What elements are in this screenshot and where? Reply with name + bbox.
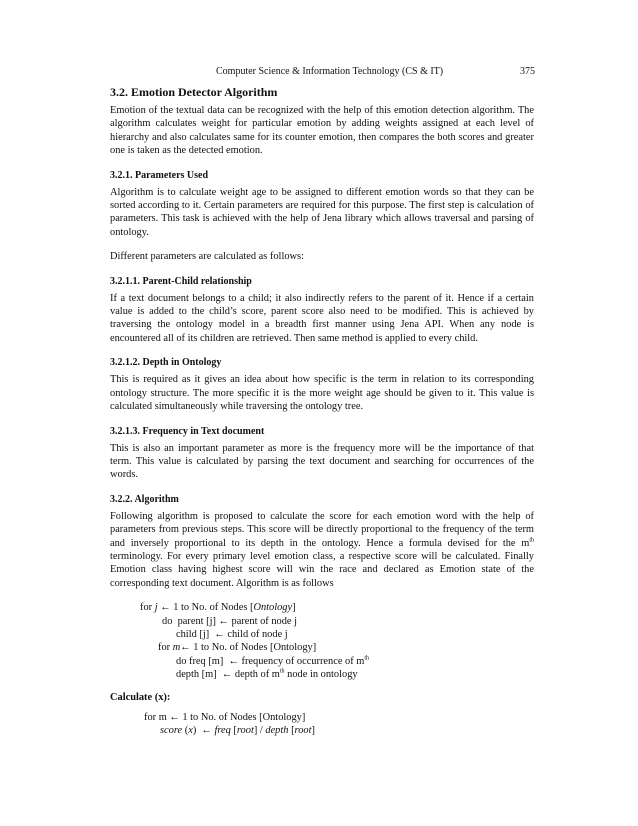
algo-line-3: child [j] ← child of node j: [176, 628, 288, 640]
calculate-heading: Calculate (x):: [110, 691, 171, 703]
calc-line-1: for m ← 1 to No. of Nodes [Ontology]: [144, 711, 306, 723]
paragraph-algorithm: Following algorithm is proposed to calculate the score for each emotion word with the help of parameters from previous steps. This score will be directly proportional to the frequency of the term and inversely proportional to its depth in the ontology. Hence a formula devised for the $m^{th}$ terminology. For every primary level emotion class, a respective score will be calculated. Finally Emotion class having highest score will win the race and declared as Emotion state of the corresponding text document. Algorithm is as follows: [110, 510, 534, 589]
journal-title: Computer Science & Information Technology (CS & IT): [216, 66, 444, 77]
algorithm-block: [110, 601, 534, 681]
section-heading-3-2-1-1: 3.2.1.1. Parent-Child relationship: [110, 275, 252, 287]
section-heading-3-2-1-2: 3.2.1.2. Depth in Ontology: [110, 357, 222, 369]
calc-line-2: score (x) ← freq [root] / depth [root]: [160, 725, 315, 736]
algo-line-2: do parent [j] ← parent of node j: [162, 615, 298, 627]
paragraph-parameters-used: Algorithm is to calculate weight age to be assigned to different emotion words so that they can be sorted according to it. Certain parameters are required for this purpose. The first step is calculation of parameters. This task is achieved with the help of Jena library which allows traversal and parsing of ontology.: [110, 186, 534, 238]
section-heading-3-2-1: 3.2.1. Parameters Used: [110, 169, 209, 181]
paragraph-frequency: This is also an important parameter as more is the frequency more will be the importance of that term. This value is calculated by parsing the text document and searching for occurrences of the words.: [110, 442, 534, 481]
section-heading-3-2: 3.2. Emotion Detector Algorithm: [110, 85, 278, 99]
algo-line-6: depth [m] ← depth of $m^{th}$ node in ontology: [176, 668, 358, 681]
paragraph-parent-child: If a text document belongs to a child; it also indirectly refers to the parent of it. Hence if a certain value is added to the child’s score, parent score also need to be modified. This is achieved by traversing the ontology model in a breadth first manner using Jena API. When any node is encountered all of its children are retrieved. Then same method is applied to every child.: [110, 292, 534, 344]
article-body: [110, 84, 534, 747]
page-number: 375: [520, 66, 535, 77]
algo-line-1: for j ← 1 to No. of Nodes [Ontology]: [140, 602, 296, 614]
algo-line-4: for m← 1 to No. of Nodes [Ontology]: [158, 642, 317, 654]
paragraph-parameters-intro: Different parameters are calculated as follows:: [110, 251, 304, 263]
section-heading-3-2-1-3: 3.2.1.3. Frequency in Text document: [110, 425, 265, 437]
section-heading-3-2-2: 3.2.2. Algorithm: [110, 493, 179, 505]
algo-line-5: do freq [m] ← frequency of occurrence of $m^{th}$: [176, 655, 370, 667]
calculate-block: [110, 711, 534, 738]
paragraph-emotion-detector: Emotion of the textual data can be recognized with the help of this emotion detection algorithm. The algorithm calculates weight for particular emotion by adding weights assigned at each level of hierarchy and also calculates same for its counter emotion, then compares the both scores and greater one is taken as the detected emotion.: [110, 105, 534, 157]
paragraph-depth: This is required as it gives an idea about how specific is the term in relation to its corresponding ontology structure. The more specific it is the more weight age should be given to it. This value is calculated simultaneously while traversing the ontology tree.: [110, 374, 534, 413]
